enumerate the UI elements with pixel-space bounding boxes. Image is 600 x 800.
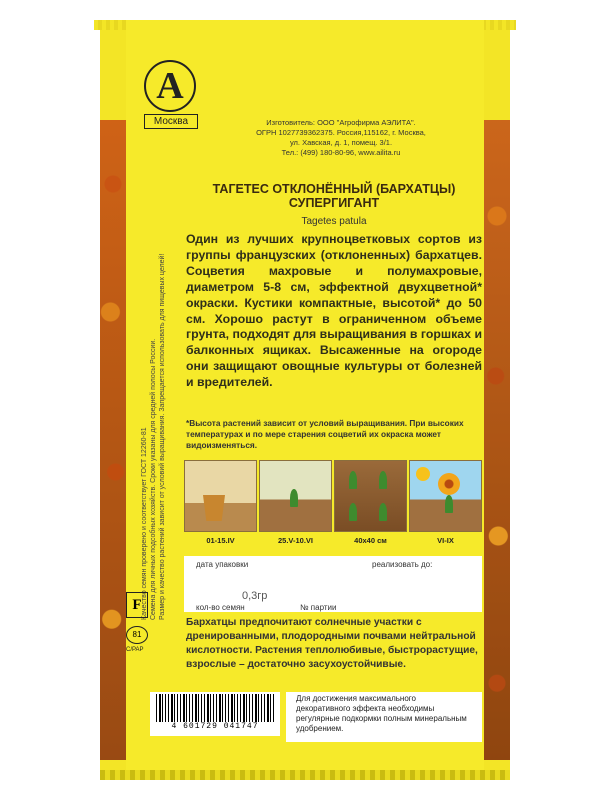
manufacturer-line: Изготовитель: ООО "Агрофирма АЭЛИТА".	[266, 118, 416, 127]
step-spacing	[334, 460, 407, 550]
sun-icon	[416, 467, 430, 481]
fertilizer-note: Для достижения максимального декоративного эффекта необходимы регулярные подкормки полным минеральным удобрением.	[296, 694, 467, 733]
pot-shape	[203, 495, 225, 521]
fertilizer-note-box	[286, 692, 482, 742]
manufacturer-info	[206, 118, 476, 158]
brand-logo	[144, 60, 198, 132]
sowing-pot-icon	[184, 460, 257, 532]
barcode-bars-icon	[156, 694, 274, 722]
product-description: Один из лучших крупноцветковых сортов из группы французских (отклоненных) бархатцев. Соцветия махровые и полумахровые, диаметром 5-8 см, эффектной двухцветной* окраски. Кустики компактные, высотой* до 50 см. Хорошо растут в ограниченном объеме грунта, подходят для выращивания в горшках и балконных ящиках. Высаженные на огороде они защищают овощные культуры от болезней и вредителей.	[186, 232, 482, 390]
manufacturer-line: ул. Хавская, д. 1, помещ. 3/1.	[289, 138, 393, 147]
side-text-line: Размер и качество растений зависит от условий выращивания. Запрещается использовать для пищевых целей!	[159, 253, 166, 620]
sprout-shape	[349, 503, 357, 521]
barcode-number: 4 601729 041747	[171, 722, 259, 731]
logo-letter: А	[156, 65, 184, 107]
planting-seedling-icon	[259, 460, 332, 532]
logo-circle	[144, 60, 196, 112]
side-text-line: Качество семян проверено и соответствует ГОСТ 12260-81	[141, 427, 148, 620]
logo-city: Москва	[144, 114, 198, 129]
f-mark-icon: F	[126, 592, 148, 618]
spacing-icon	[334, 460, 407, 532]
stem-shape	[445, 495, 453, 513]
recycle-label: C/PAP	[126, 647, 144, 653]
side-text-line: Семена для личных подсобных хозяйств. Сроки указаны для средней полосы России.	[150, 338, 157, 620]
step-planting	[259, 460, 332, 550]
manufacturer-line: Тел.: (499) 180-80-96, www.ailita.ru	[281, 148, 401, 157]
sprout-shape	[290, 489, 298, 507]
pack-date-label: дата упаковки	[196, 560, 249, 569]
blooming-flower-icon	[409, 460, 482, 532]
side-legal-text	[140, 230, 167, 620]
sprout-shape	[379, 471, 387, 489]
step-label: 40x40 см	[354, 536, 387, 545]
marigold-photo-right	[484, 120, 510, 760]
recycle-icon: 81	[126, 626, 148, 644]
sprout-shape	[379, 503, 387, 521]
seed-weight: 0,3гр	[242, 590, 268, 602]
sell-by-label: реализовать до:	[372, 560, 433, 569]
title-line-1: ТАГЕТЕС ОТКЛОНЁННЫЙ (БАРХАТЦЫ)	[212, 182, 456, 196]
title-line-2: СУПЕРГИГАНТ	[288, 196, 380, 210]
barcode	[150, 692, 280, 736]
flower-shape	[438, 473, 460, 495]
growing-steps	[184, 460, 482, 550]
growing-conditions: Бархатцы предпочитают солнечные участки с дренированными, плодородными почвами нейтральной кислотности. Растения теплолюбивые, быстрорастущие, взрослые – достаточно засухоустойчивые.	[186, 617, 478, 670]
step-label: 25.V-10.VI	[277, 536, 314, 545]
certification-marks	[126, 592, 160, 653]
step-label: 01-15.IV	[206, 536, 235, 545]
step-sowing	[184, 460, 257, 550]
batch-label: № партии	[300, 603, 337, 612]
step-blooming	[409, 460, 482, 550]
marigold-photo-left	[100, 120, 126, 760]
packet-bottom-seal	[100, 770, 510, 780]
latin-name: Tagetes patula	[301, 216, 367, 227]
manufacturer-line: ОГРН 1027739362375. Россия,115162, г. Москва,	[256, 128, 426, 137]
step-label: VI-IX	[437, 536, 454, 545]
seed-qty-label: кол-во семян	[196, 603, 245, 612]
height-footnote: *Высота растений зависит от условий выращивания. При высоких температурах и по мере старения соцветий их окраска может видоизменяться.	[186, 418, 464, 450]
sprout-shape	[349, 471, 357, 489]
product-title	[184, 182, 484, 210]
